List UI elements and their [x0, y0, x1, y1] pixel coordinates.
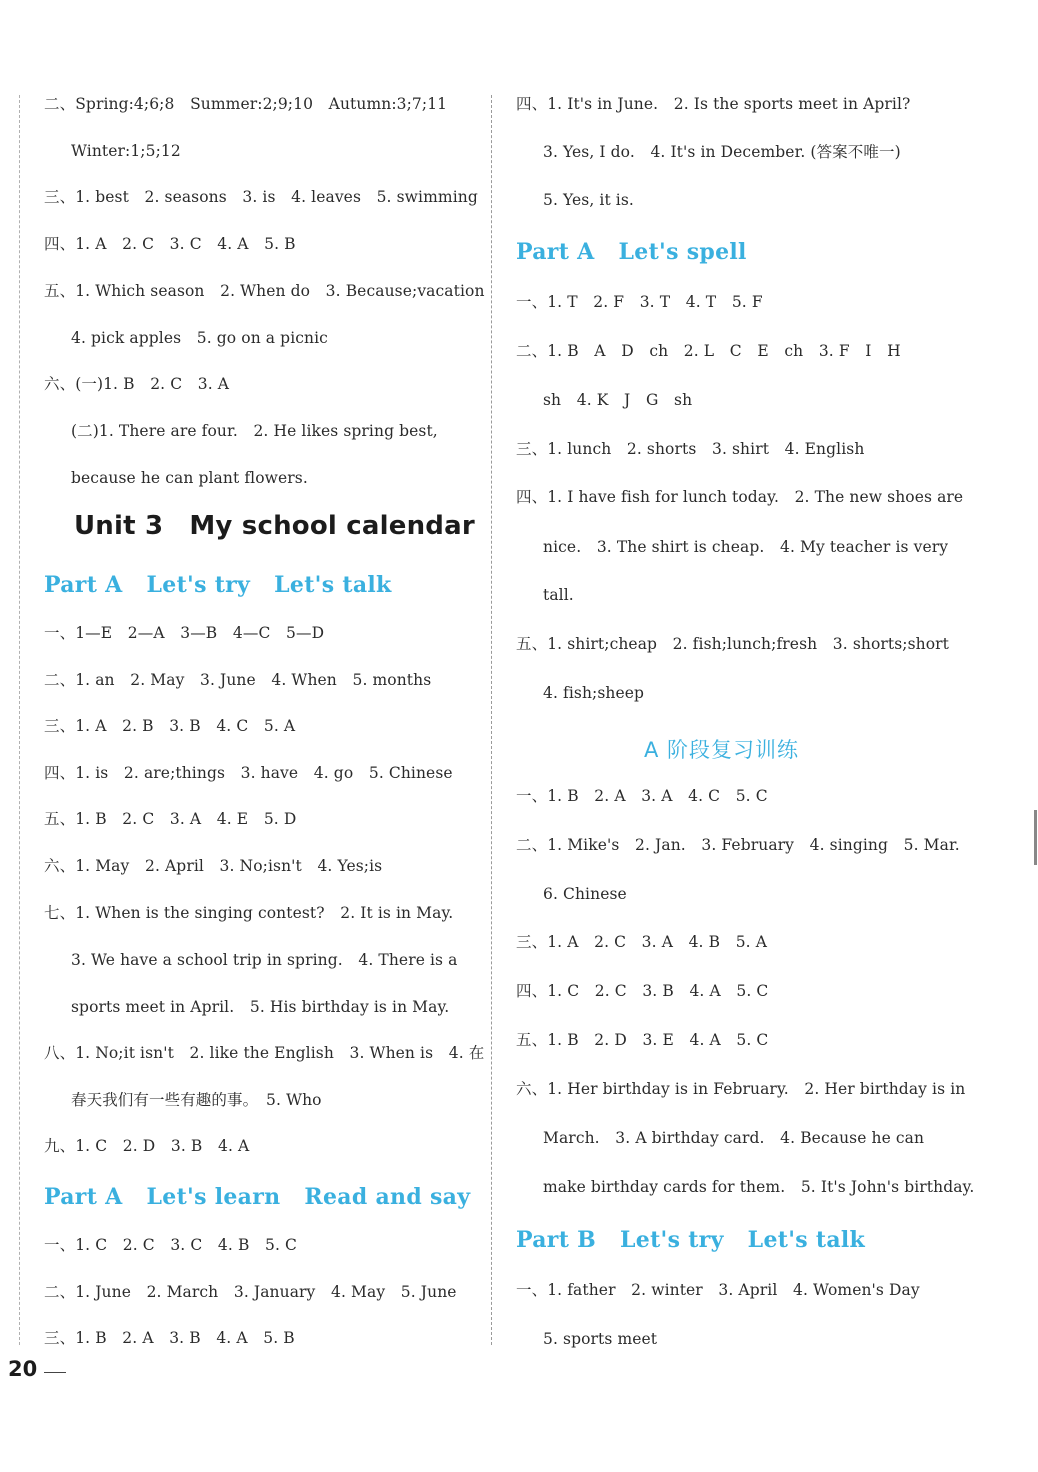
section-heading-part-a-learn-read	[44, 1184, 494, 1210]
heading-activity: Let's talk	[274, 572, 392, 598]
answer-line: 6. Chinese	[543, 885, 627, 903]
heading-part: Part A	[516, 239, 595, 265]
heading-activity: Let's try	[146, 572, 251, 598]
heading-part: Part A	[44, 572, 123, 598]
answer-line: 春天我们有一些有趣的事。 5. Who	[71, 1091, 322, 1109]
answer-line: tall.	[543, 586, 574, 604]
answer-line: 二、1. B A D ch 2. L C E ch 3. F I H	[516, 342, 901, 360]
answer-line: 5. Yes, it is.	[543, 191, 634, 209]
answer-line: 四、1. A 2. C 3. C 4. A 5. B	[44, 235, 296, 253]
answer-line: 二、1. an 2. May 3. June 4. When 5. months	[44, 671, 432, 689]
answer-line: 五、1. B 2. C 3. A 4. E 5. D	[44, 810, 297, 828]
answer-line: 三、1. B 2. A 3. B 4. A 5. B	[44, 1329, 295, 1347]
answer-line: 五、1. shirt;cheap 2. fish;lunch;fresh 3. shorts;short	[516, 635, 950, 653]
answer-line: nice. 3. The shirt is cheap. 4. My teacher is very	[543, 538, 949, 556]
answer-line: 四、1. I have fish for lunch today. 2. The new shoes are	[516, 488, 964, 506]
answer-line: 六、(一)1. B 2. C 3. A	[44, 375, 230, 393]
unit-heading	[74, 511, 475, 541]
page-number-dash	[44, 1372, 66, 1373]
heading-part: Part B	[516, 1227, 597, 1253]
answer-line: 3. Yes, I do. 4. It's in December. (答案不唯一)	[543, 143, 901, 161]
answer-line: March. 3. A birthday card. 4. Because he can	[543, 1129, 925, 1147]
answer-line: 四、1. It's in June. 2. Is the sports meet in April?	[516, 95, 911, 113]
answer-line: 一、1. B 2. A 3. A 4. C 5. C	[516, 787, 768, 805]
answer-line: 四、1. is 2. are;things 3. have 4. go 5. Chinese	[44, 764, 453, 782]
section-heading-part-b-try-talk	[516, 1227, 889, 1253]
answer-line: 3. We have a school trip in spring. 4. There is a	[71, 951, 458, 969]
answer-line: 六、1. May 2. April 3. No;isn't 4. Yes;is	[44, 857, 383, 875]
answer-line: sports meet in April. 5. His birthday is in May.	[71, 998, 450, 1016]
answer-line: 三、1. lunch 2. shorts 3. shirt 4. English	[516, 440, 865, 458]
answer-line: make birthday cards for them. 5. It's John's birthday.	[543, 1178, 975, 1196]
answer-line: 九、1. C 2. D 3. B 4. A	[44, 1137, 250, 1155]
unit-title: My school calendar	[189, 511, 475, 541]
answer-line: 三、1. best 2. seasons 3. is 4. leaves 5. swimming	[44, 188, 478, 206]
answer-line: 五、1. B 2. D 3. E 4. A 5. C	[516, 1031, 769, 1049]
heading-activity: Let's spell	[618, 239, 747, 265]
answer-line: Winter:1;5;12	[71, 142, 181, 160]
heading-activity: Let's talk	[747, 1227, 866, 1253]
answer-line: 五、1. Which season 2. When do 3. Because;vacation	[44, 282, 485, 300]
heading-activity: Let's learn	[146, 1184, 281, 1210]
answer-line: 三、1. A 2. C 3. A 4. B 5. A	[516, 933, 768, 951]
answer-line: because he can plant flowers.	[71, 469, 308, 487]
heading-activity: Let's try	[620, 1227, 724, 1253]
unit-number: Unit 3	[74, 511, 164, 541]
answer-line: 5. sports meet	[543, 1330, 658, 1348]
answer-line: 三、1. A 2. B 3. B 4. C 5. A	[44, 717, 296, 735]
answer-line: 二、Spring:4;6;8 Summer:2;9;10 Autumn:3;7;11	[44, 95, 448, 113]
answer-line: 4. pick apples 5. go on a picnic	[71, 329, 328, 347]
page-number: 20	[8, 1357, 38, 1381]
heading-part: Part A	[44, 1184, 123, 1210]
column-divider	[491, 95, 492, 1345]
answer-line: 一、1. T 2. F 3. T 4. T 5. F	[516, 293, 763, 311]
heading-activity: Read and say	[304, 1184, 471, 1210]
answer-line: 一、1. C 2. C 3. C 4. B 5. C	[44, 1236, 298, 1254]
answer-line: 六、1. Her birthday is in February. 2. Her birthday is in	[516, 1080, 966, 1098]
answer-line: 二、1. June 2. March 3. January 4. May 5. June	[44, 1283, 457, 1301]
answer-line: (二)1. There are four. 2. He likes spring best,	[71, 422, 438, 440]
answer-line: 4. fish;sheep	[543, 684, 645, 702]
review-heading: A 阶段复习训练	[644, 738, 800, 762]
answer-line: 一、1. father 2. winter 3. April 4. Women's Day	[516, 1281, 920, 1299]
answer-line: 一、1—E 2—A 3—B 4—C 5—D	[44, 624, 325, 642]
answer-line: 八、1. No;it isn't 2. like the English 3. When is 4. 在	[44, 1044, 485, 1062]
answer-line: sh 4. K J G sh	[543, 391, 693, 409]
answer-line: 四、1. C 2. C 3. B 4. A 5. C	[516, 982, 769, 1000]
section-heading-part-a-spell	[516, 239, 771, 265]
answer-line: 二、1. Mike's 2. Jan. 3. February 4. singing 5. Mar.	[516, 836, 960, 854]
left-margin-dashed-line	[19, 95, 20, 1345]
answer-line: 七、1. When is the singing contest? 2. It is in May.	[44, 904, 454, 922]
section-heading-part-a-try-talk	[44, 572, 416, 598]
page-edge-mark	[1034, 810, 1037, 865]
